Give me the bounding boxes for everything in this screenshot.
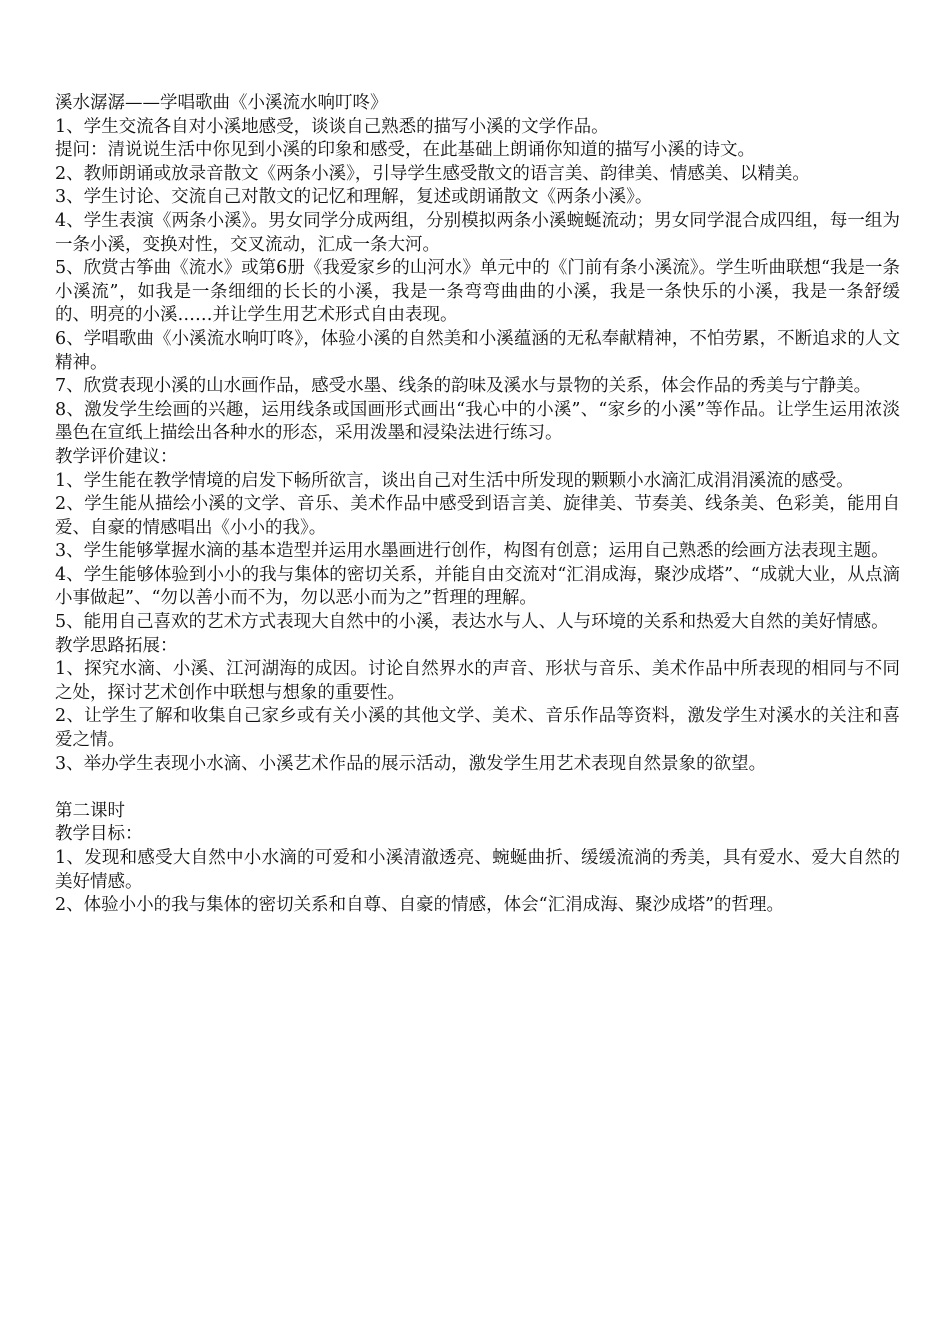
step-2: 2、教师朗诵或放录音散文《两条小溪》，引导学生感受散文的语言美、韵律美、情感美、以精美。 (55, 163, 810, 184)
extension-item-3: 3、举办学生表现小水滴、小溪艺术作品的展示活动，激发学生用艺术表现自然景象的欲望。 (55, 753, 767, 774)
evaluation-item-1: 1、学生能在教学情境的启发下畅所欲言，谈出自己对生活中所发现的颗颗小水滴汇成涓涓溪流的感受。 (55, 470, 854, 491)
goal-1: 1、发现和感受大自然中小水滴的可爱和小溪清澈透亮、蜿蜒曲折、缓缓流淌的秀美，具有爱水、爱大自然的美好情感。 (55, 848, 900, 892)
question-prompt: 提问：清说说生活中你见到小溪的印象和感受，在此基础上朗诵你知道的描写小溪的诗文。 (55, 140, 755, 161)
goal-2: 2、体验小小的我与集体的密切关系和自尊、自豪的情感，体会“汇涓成海、聚沙成塔”的哲理。 (55, 895, 785, 916)
step-7: 7、欣赏表现小溪的山水画作品，感受水墨、线条的韵味及溪水与景物的关系，体会作品的秀美与宁静美。 (55, 376, 872, 397)
evaluation-heading: 教学评价建议： (55, 446, 178, 467)
step-5: 5、欣赏古筝曲《流水》或第6册《我爱家乡的山河水》单元中的《门前有条小溪流》。学生听曲联想“我是一条小溪流”，如我是一条细细的长长的小溪，我是一条弯弯曲曲的小溪，我是一条快乐的小溪，我是一条舒缓的、明亮的小溪……并让学生用艺术形式自由表现。 (55, 258, 900, 326)
evaluation-item-2: 2、学生能从描绘小溪的文学、音乐、美术作品中感受到语言美、旋律美、节奏美、线条美、色彩美，能用自爱、自豪的情感唱出《小小的我》。 (55, 494, 900, 538)
step-4: 4、学生表演《两条小溪》。男女同学分成两组，分别模拟两条小溪蜿蜒流动；男女同学混合成四组，每一组为一条小溪，变换对性，交叉流动，汇成一条大河。 (55, 210, 900, 255)
step-6: 6、学唱歌曲《小溪流水响叮咚》，体验小溪的自然美和小溪蕴涵的无私奉献精神，不怕劳累，不断追求的人文精神。 (55, 328, 900, 373)
step-8: 8、激发学生绘画的兴趣，运用线条或国画形式画出“我心中的小溪”、“家乡的小溪”等作品。让学生运用浓淡墨色在宣纸上描绘出各种水的形态，采用泼墨和浸染法进行练习。 (55, 399, 900, 444)
section-title: 溪水潺潺——学唱歌曲《小溪流水响叮咚》 (55, 93, 388, 113)
extension-item-2: 2、让学生了解和收集自己家乡或有关小溪的其他文学、美术、音乐作品等资料，激发学生对溪水的关注和喜爱之情。 (55, 706, 900, 751)
evaluation-item-5: 5、能用自己喜欢的艺术方式表现大自然中的小溪，表达水与人、人与环境的关系和热爱大自然的美好情感。 (55, 612, 889, 633)
document-body (55, 92, 900, 918)
extension-item-1: 1、探究水滴、小溪、江河湖海的成因。讨论自然界水的声音、形状与音乐、美术作品中所表现的相同与不同之处，探讨艺术创作中联想与想象的重要性。 (55, 659, 900, 703)
blank-line (55, 776, 900, 800)
evaluation-item-3: 3、学生能够掌握水滴的基本造型并运用水墨画进行创作，构图有创意；运用自己熟悉的绘画方法表现主题。 (55, 541, 889, 562)
goals-heading: 教学目标： (55, 824, 143, 845)
extension-heading: 教学思路拓展： (55, 635, 178, 656)
lesson-2-heading: 第二课时 (55, 800, 125, 821)
evaluation-item-4: 4、学生能够体验到小小的我与集体的密切关系，并能自由交流对“汇涓成海，聚沙成塔”、“成就大业，从点滴小事做起”、“勿以善小而不为，勿以恶小而为之”哲理的理解。 (55, 564, 900, 609)
step-3: 3、学生讨论、交流自己对散文的记忆和理解，复述或朗诵散文《两条小溪》。 (55, 187, 653, 208)
step-1: 1、学生交流各自对小溪地感受，谈谈自己熟悉的描写小溪的文学作品。 (55, 116, 609, 137)
